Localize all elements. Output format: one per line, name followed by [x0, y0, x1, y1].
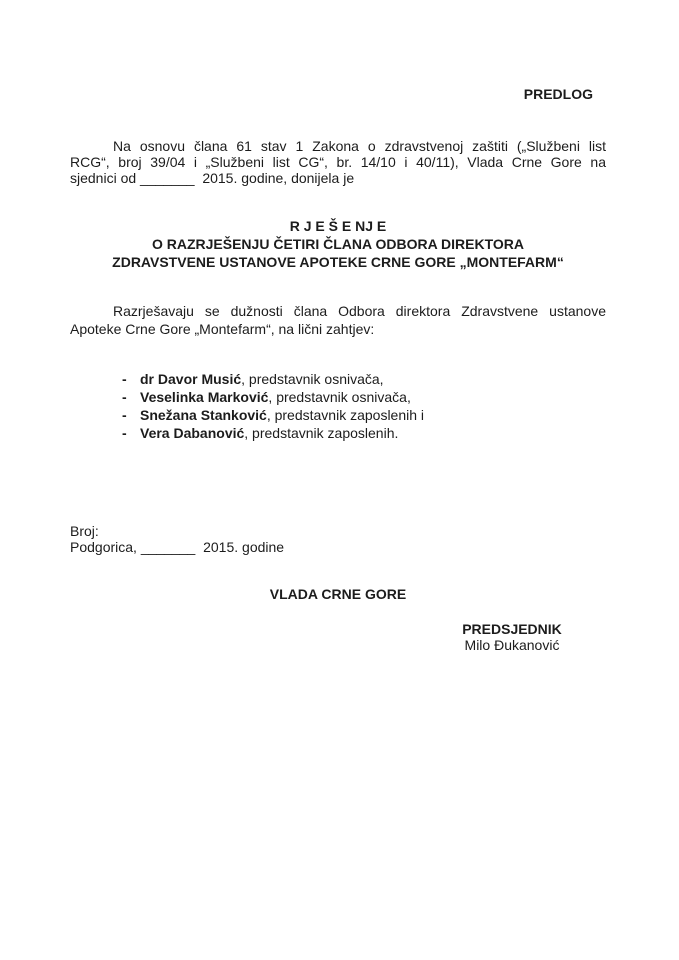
- document-meta: [70, 523, 606, 555]
- place-date-line: Podgorica, _______ 2015. godine: [70, 539, 285, 555]
- intro-line-1: Na osnovu člana 61 stav 1 Zakona o zdravstvenoj zaštiti („Službeni list: [113, 138, 606, 154]
- bullet-dash: -: [122, 407, 127, 423]
- bullet-dash: -: [122, 371, 127, 387]
- member-role: , predstavnik osnivača,: [241, 371, 384, 387]
- member-name: Snežana Stanković: [140, 407, 267, 423]
- member-row: [70, 424, 606, 442]
- title-line-institution: ZDRAVSTVENE USTANOVE APOTEKE CRNE GORE „MONTEFARM“: [112, 254, 564, 270]
- member-row: [70, 406, 606, 424]
- member-name: Veselinka Marković: [140, 389, 269, 405]
- members-list: [70, 370, 606, 442]
- bullet-dash: -: [122, 389, 127, 405]
- member-role: , predstavnik osnivača,: [268, 389, 411, 405]
- member-name: Vera Dabanović: [140, 425, 245, 441]
- signer-name: Milo Đukanović: [464, 637, 560, 653]
- number-label: Broj:: [70, 523, 99, 539]
- member-row: [70, 370, 606, 388]
- member-role: , predstavnik zaposlenih.: [244, 425, 399, 441]
- intro-line-2: RCG“, broj 39/04 i „Službeni list CG“, br. 14/10 i 40/11), Vlada Crne Gore na: [70, 154, 606, 170]
- document-label-predlog: PREDLOG: [523, 86, 593, 102]
- title-line-subject: O RAZRJEŠENJU ČETIRI ČLANA ODBORA DIREKTORA: [151, 236, 525, 252]
- document-title: [70, 217, 606, 271]
- body-paragraph: [70, 302, 606, 338]
- intro-line-3: sjednici od _______ 2015. godine, donijela je: [70, 170, 355, 186]
- bullet-dash: -: [122, 425, 127, 441]
- member-name: dr Davor Musić: [140, 371, 242, 387]
- body-line-1: Razrješavaju se dužnosti člana Odbora direktora Zdravstvene ustanove: [113, 303, 606, 319]
- title-line-rjesenje: R J E Š E NJ E: [289, 218, 387, 234]
- member-row: [70, 388, 606, 406]
- signature-block: [432, 621, 592, 653]
- signer-title: PREDSJEDNIK: [462, 621, 562, 637]
- member-role: , predstavnik zaposlenih i: [266, 407, 425, 423]
- issuer-name: VLADA CRNE GORE: [269, 586, 407, 602]
- intro-paragraph: [70, 138, 606, 186]
- body-line-2: Apoteke Crne Gore „Montefarm“, na lični zahtjev:: [70, 321, 375, 337]
